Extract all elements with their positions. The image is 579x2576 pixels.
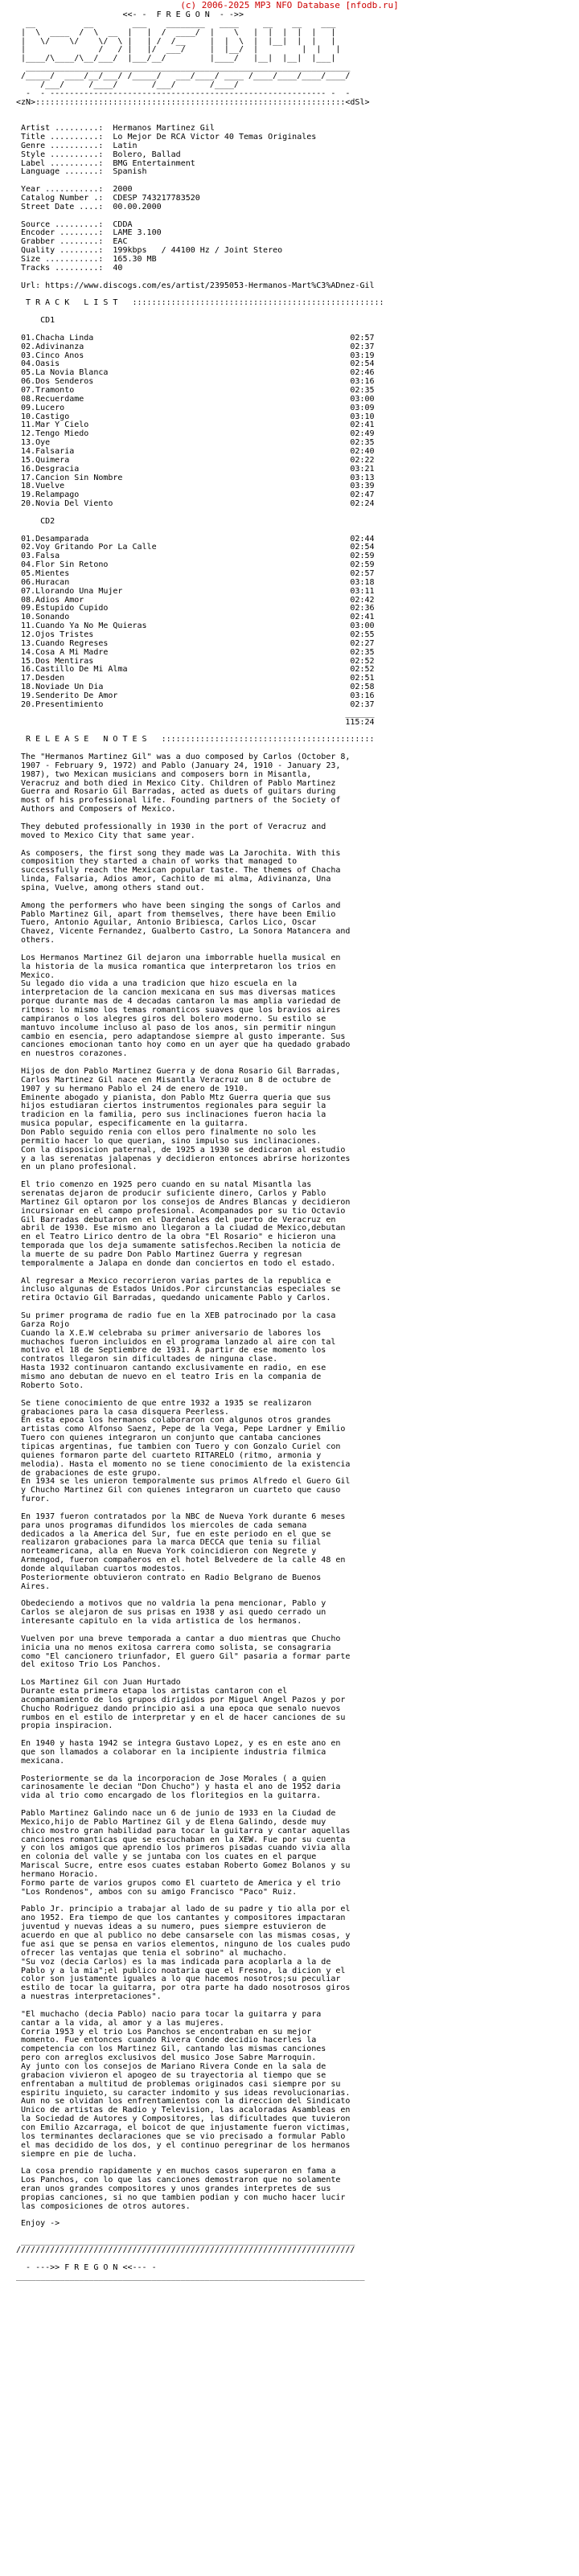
nfo-line: Size ...........: 165.30 MB: [16, 255, 157, 265]
nfo-line: [16, 212, 563, 221]
nfo-line: Language .......: Spanish: [16, 167, 147, 177]
nfo-line: Durante esta primera etapa los artistas cantaron con el: [16, 1687, 288, 1696]
nfo-line: tipicas argentinas, fue tambien con Tuero y con Gonzalo Curiel con: [16, 1442, 341, 1451]
nfo-line: 1907 - February 9, 1972) and Pablo (January 24, 1910 - January 23,: [16, 761, 341, 770]
nfo-line: _____________________________________________________________________: [16, 2237, 355, 2246]
nfo-line: Chucho Rodriguez dando principio asi a una epoca que senalo nuevos: [16, 1704, 341, 1713]
nfo-line: The "Hermanos Martinez Gil" was a duo composed by Carlos (October 8,: [16, 753, 351, 762]
nfo-line: 19.Relampago 02:47: [16, 490, 375, 500]
nfo-line: 12.Tengo Miedo 02:49: [16, 429, 375, 439]
nfo-line: most of his professional life. Founding partners of the Society of: [16, 796, 341, 806]
nfo-line: 06.Dos Senderos 03:16: [16, 377, 375, 387]
nfo-line: 15.Quimera 02:22: [16, 455, 375, 465]
nfo-line: norteamericana, alla en Nueva York coincidieron con Negrete y: [16, 1547, 317, 1557]
nfo-line: As composers, the first song they made was La Jarochita. With this: [16, 848, 341, 858]
nfo-line: momento. Fue entonces cuando Rivera Conde decidio hacerles la: [16, 2036, 317, 2045]
nfo-line: [16, 107, 563, 116]
nfo-line: Corria 1953 y el trio Los Panchos se encontraban en su mejor: [16, 2027, 312, 2037]
nfo-line: 04.Oasis 02:54: [16, 359, 375, 369]
nfo-line: Hijos de don Pablo Martinez Guerra y de dona Rosario Gil Barradas,: [16, 1066, 341, 1076]
nfo-line: 03.Falsa 02:59: [16, 552, 375, 561]
nfo-line: melodia). Hasta el momento no se tiene conocimiento de la existencia: [16, 1459, 351, 1469]
nfo-line: 1987), two Mexican musicians and composers born in Misantla,: [16, 769, 312, 779]
nfo-line: cambio en esencia, pero adaptandose siempre al gusto imperante. Sus: [16, 1032, 346, 1041]
nfo-line: 13.Oye 02:35: [16, 438, 375, 448]
nfo-line: y a las serenatas jalapenas y decidieron entonces abrirse horizontes: [16, 1154, 351, 1163]
nfo-line: <<- - F R E G O N - ->>: [16, 10, 244, 19]
nfo-line: Carlos se alejaron de sus prisas en 1938 y asi quedo cerrado un: [16, 1608, 326, 1618]
nfo-line: <zN>::::::::::::::::::::::::::::::::::::::::::::::::::::::::::::::::<dSl>: [16, 97, 370, 107]
nfo-line: Vuelven por una breve temporada a cantar a duo mientras que Chucho: [16, 1634, 341, 1643]
nfo-line: eran unos grandes compositores y unos grandes interpretes de sus: [16, 2184, 331, 2193]
nfo-line: 20.Presentimiento 02:37: [16, 699, 375, 709]
nfo-line: enfrentaban a multitud de problemas originados casi siempre por su: [16, 2079, 341, 2089]
nfo-line: 1907 y su hermano Pablo el 24 de enero de 1910.: [16, 1084, 248, 1093]
nfo-line: la Sociedad de Autores y Compositores, las dificultades que tuvieron: [16, 2115, 351, 2124]
nfo-line: 14.Cosa A Mi Madre 02:35: [16, 647, 375, 657]
nfo-line: linda, Falsaria, Adios amor, Cachito de mi alma, Adivinanza, Una: [16, 875, 331, 884]
nfo-line: Grabber ........: EAC: [16, 237, 128, 247]
nfo-line: la historia de la musica romantica que interpretaron los trios en: [16, 962, 336, 971]
nfo-line: las composiciones de otros autores.: [16, 2201, 191, 2211]
nfo-line: 17.Cancion Sin Nombre 03:13: [16, 473, 375, 482]
nfo-line: 10.Sonando 02:41: [16, 613, 375, 622]
nfo-line: Chavez, Vicente Fernandez, Gualberto Castro, La Sonora Matancera and: [16, 927, 351, 937]
nfo-line: ______: [16, 708, 375, 718]
nfo-line: En 1937 fueron contratados por la NBC de Nueva York durante 6 meses: [16, 1512, 346, 1521]
nfo-line: Ay junto con los consejos de Mariano Rivera Conde en la sala de: [16, 2061, 326, 2071]
nfo-line: Url: https://www.discogs.com/es/artist/2395053-Hermanos-Mart%C3%ADnez-Gil: [16, 281, 375, 290]
nfo-line: Mariscal Sucre, entre esos cuates estaban Roberto Gomez Bolanos y su: [16, 1861, 351, 1871]
nfo-line: Garza Rojo: [16, 1319, 70, 1329]
nfo-line: Armengod, fueron compañeros en el hotel Belvedere de la calle 48 en: [16, 1556, 346, 1565]
nfo-line: ano 1952. Era tiempo de que los cantantes y compositores impactaran: [16, 1914, 346, 1923]
nfo-line: tradicion en la familia, pero sus inclinaciones fueron hacia la: [16, 1110, 326, 1120]
nfo-line: incursionar en el campo profesional. Acompanados por su tio Octavio: [16, 1206, 346, 1216]
nfo-line: Su primer programa de radio fue en la XEB patrocinado por la casa: [16, 1311, 336, 1321]
nfo-line: /_____/ ____/__/___/ /_____/ ___/____/ ____ /____/____/____/____/: [16, 72, 351, 81]
nfo-line: [16, 841, 563, 850]
nfo-line: Source .........: CDDA: [16, 219, 133, 229]
nfo-line: Carlos Martinez Gil nace en Misantla Veracruz un 8 de octubre de: [16, 1075, 331, 1085]
nfo-line: Enjoy ->: [16, 2219, 60, 2229]
nfo-line: "Su voz (decia Carlos) es la mas indicada para acoplarla a la de: [16, 1957, 331, 1967]
nfo-line: spina, Vuelve, among others stand out.: [16, 883, 205, 892]
nfo-line: | \ ____ / \ __ | | / ____/ | \ | | | | | |: [16, 27, 336, 37]
nfo-line: Guerra and Rosario Gil Barradas, acted as duets of guitars during: [16, 787, 336, 797]
nfo-line: incluso algunas de Estados Unidos.Por circunstancias especiales se: [16, 1285, 341, 1294]
nfo-line: 09.Estupido Cupido 02:36: [16, 604, 375, 613]
nfo-line: Pablo y a la mia";el publico noataria que el Fresno, la dicion y el: [16, 1966, 346, 1975]
nfo-line: 18.Vuelve 03:39: [16, 482, 375, 491]
nfo-line: grabacion vivieron el apogeo de su trayectoria al tiempo que se: [16, 2070, 326, 2080]
nfo-line: grabaciones para la casa disquera Peerless.: [16, 1407, 229, 1417]
nfo-line: - - --------------------------------------------------------- - -: [16, 88, 351, 98]
nfo-line: espiritu inquieto, su caracter indomito y sus ideas revolucionarias.: [16, 2088, 351, 2098]
nfo-line: others.: [16, 936, 55, 945]
nfo-line: 07.Llorando Una Mujer 03:11: [16, 586, 375, 596]
nfo-line: retira Octavio Gil Barradas, quedando unicamente Pablo y Carlos.: [16, 1294, 331, 1303]
nfo-line: 08.Recuerdame 03:00: [16, 394, 375, 404]
nfo-line: fue asi que se pensa en varios elementos, ninguno de los cuales pudo: [16, 1939, 351, 1949]
nfo-line: 03.Cinco Anos 03:19: [16, 351, 375, 360]
nfo-line: |____/\____/\__/___/ |___/__/ |____/ |__| |__| |___|: [16, 54, 336, 64]
nfo-line: Martinez Gil optaron por los consejos de Andres Blancas y decidieron: [16, 1197, 351, 1207]
nfo-line: Obedeciendo a motivos que no valdria la pena mencionar, Pablo y: [16, 1599, 326, 1609]
nfo-line: 16.Desgracia 03:21: [16, 464, 375, 474]
nfo-line: 14.Falsaria 02:40: [16, 446, 375, 456]
nfo-line: dedicados a la America del Sur, fue en este periodo en el que se: [16, 1529, 331, 1539]
nfo-line: CD2: [16, 516, 55, 526]
nfo-line: mismo ano debutan de nuevo en el teatro Iris en la compania de: [16, 1372, 322, 1382]
nfo-line: canciones emocionan tanto hoy como en un ayer que ha quedado grabado: [16, 1040, 351, 1050]
nfo-line: Eminente abogado y pianista, don Pablo Mtz Guerra queria que sus: [16, 1093, 331, 1102]
nfo-line: contratos llegaron sin dificultades de ninguna clase.: [16, 1355, 278, 1364]
nfo-line: composition they started a chain of works that managed to: [16, 857, 298, 867]
nfo-line: 05.Mientes 02:57: [16, 569, 375, 578]
nfo-line: Los Martinez Gil con Juan Hurtado: [16, 1678, 181, 1688]
nfo-line: Formo parte de varios grupos como El cuarteto de America y el trio: [16, 1878, 341, 1888]
nfo-line: Tuero con quienes integraron un conjunto que cantaba canciones: [16, 1434, 322, 1443]
nfo-line: siempre en pie de lucha.: [16, 2149, 138, 2159]
nfo-line: campiranos o los alegres giros del bolero moderno. Su estilo se: [16, 1014, 326, 1023]
nfo-line: permitio hacer lo que querian, sino impulso sus inclinaciones.: [16, 1136, 322, 1146]
nfo-line: [16, 1766, 563, 1775]
nfo-line: los terminantes declaraciones que se vio precisado a formular Pablo: [16, 2131, 346, 2141]
nfo-line: Pablo Jr. principio a trabajar al lado de su padre y tio alla por el: [16, 1905, 351, 1914]
nfo-line: en colonia del valle y se juntaba con los cuates en el parque: [16, 1852, 317, 1862]
nfo-line: realizaron grabaciones para la marca DECCA que tenia su filial: [16, 1538, 322, 1548]
nfo-line: [16, 1391, 563, 1400]
nfo-line: abril de 1930. Ese mismo ano llegaron a la ciudad de Mexico,debutan: [16, 1224, 346, 1233]
nfo-line: 115:24: [16, 717, 375, 727]
nfo-line: porque durante mas de 4 decadas cantaron la mas amplia variedad de: [16, 997, 341, 1007]
nfo-line: que son llamados a colaborar en la incipiente industria filmica: [16, 1748, 326, 1758]
nfo-line: 19.Senderito De Amor 03:16: [16, 691, 375, 701]
nfo-line: Posteriormente se da la incorporacion de Jose Morales ( a quien: [16, 1774, 326, 1783]
nfo-line: Title ..........: Lo Mejor De RCA Victor 40 Temas Originales: [16, 133, 317, 142]
nfo-line: Tracks .........: 40: [16, 263, 123, 273]
nfo-line: temporada que los deja sumamente satisfechos.Reciben la noticia de: [16, 1241, 341, 1251]
nfo-line: - --->> F R E G O N <<--- -: [16, 2262, 166, 2272]
nfo-line: 15.Dos Mentiras 02:52: [16, 656, 375, 666]
nfo-line: como "El cancionero triunfador, El guero Gil" pasaria a formar parte: [16, 1651, 351, 1661]
nfo-line: mexicana.: [16, 1756, 65, 1766]
nfo-line: estilo de tocar la guitarra, por otra parte ha dado nosotrosos giros: [16, 1983, 351, 1993]
nfo-line: interesante capitulo en la vida artistica de los hermanos.: [16, 1617, 302, 1626]
nfo-line: Se tiene conocimiento de que entre 1932 a 1935 se realizaron: [16, 1398, 312, 1408]
nfo-line: mantuvo incolume incluso al paso de los anos, sin permitir ningun: [16, 1023, 336, 1032]
nfo-line: El trio comenzo en 1925 pero cuando en su natal Misantla las: [16, 1180, 312, 1190]
nfo-line: "Los Rondenos", ambos con su amigo Francisco "Paco" Ruiz.: [16, 1887, 298, 1897]
nfo-line: Los Hermanos Martinez Gil dejaron una imborrable huella musical en: [16, 953, 341, 962]
nfo-line: cantar a la vida, al amor y a las mujeres.: [16, 2018, 224, 2028]
nfo-line: [16, 2212, 563, 2221]
nfo-line: 06.Huracan 03:18: [16, 577, 375, 587]
nfo-line: 01.Desamparada 02:44: [16, 534, 375, 544]
nfo-line: Encoder ........: LAME 3.100: [16, 228, 162, 238]
nfo-line: interpretacion de la cancion mexicana en sus mas diversas matices: [16, 988, 336, 998]
nfo-line: 13.Cuando Regreses 02:27: [16, 638, 375, 648]
nfo-line: rumbos en el estilo de interpretar y en el de hacer canciones de su: [16, 1713, 346, 1722]
nfo-line: 12.Ojos Tristes 02:55: [16, 630, 375, 640]
nfo-line: a nuestras interpretaciones".: [16, 1992, 162, 2002]
nfo-line: [16, 273, 563, 282]
nfo-line: y con los amigos que aprendio los primeros pisadas cuando vivia alla: [16, 1844, 351, 1853]
nfo-line: juventud y nuevas ideas a su numero, pues siempre estuvieron de: [16, 1922, 326, 1932]
nfo-line: Pablo Martinez Gil, apart from themselves, there have been Emilio: [16, 909, 336, 919]
nfo-line: para unos programas difundidos los miercoles de cada semana: [16, 1520, 307, 1530]
nfo-line: Artist .........: Hermanos Martinez Gil: [16, 124, 215, 133]
nfo-line: They debuted professionally in 1930 in the port of Veracruz and: [16, 822, 326, 831]
nfo-line: successfully reach the Mexican popular taste. The themes of Chacha: [16, 866, 341, 876]
nfo-line: quienes formaron parte del cuarteto RITARELO (ritmo, armonia y: [16, 1450, 322, 1460]
nfo-line: Su legado dio vida a una tradicion que hizo escuela en la: [16, 979, 298, 989]
nfo-line: [16, 1269, 563, 1278]
nfo-line: En esta epoca los hermanos colaboraron con algunos otros grandes: [16, 1416, 331, 1425]
nfo-line: 05.La Novia Blanca 02:46: [16, 368, 375, 378]
nfo-line: Street Date ....: 00.00.2000: [16, 202, 162, 211]
nfo-line: artistas como Alfonso Saenz, Pepe de la Vega, Pepe Lardner y Emilio: [16, 1425, 346, 1434]
nfo-line: | \/ \/ \/ \ | | / /__ | | \ | |__| | | |: [16, 36, 336, 46]
nfo-line: donde alquilaban cuartos modestos.: [16, 1564, 186, 1573]
nfo-line: del exitoso Trio Los Panchos.: [16, 1660, 162, 1670]
nfo-line: Don Pablo seguido renia con ellos pero finalmente no solo les: [16, 1128, 317, 1137]
nfo-line: propias canciones, si no que tambien podian y con mucho hacer lucir: [16, 2192, 346, 2202]
nfo-line: acompanamiento de los grupos dirigidos por Miguel Angel Pazos y por: [16, 1695, 346, 1704]
nfo-line: furor.: [16, 1495, 51, 1504]
nfo-line: la muerte de su padre Don Pablo Martinez Guerra y regresan: [16, 1250, 302, 1260]
nfo-line: Mexico.: [16, 970, 55, 980]
nfo-line: con Emilio Azcarraga, el boicot de que injustamente fueron victimas,: [16, 2123, 351, 2132]
nfo-line: Quality ........: 199kbps / 44100 Hz / Joint Stereo: [16, 246, 283, 256]
nfo-line: moved to Mexico City that same year.: [16, 831, 195, 840]
nfo-line: 11.Cuando Ya No Me Quieras 03:00: [16, 621, 375, 631]
nfo-line: 08.Adios Amor 02:42: [16, 595, 375, 605]
nfo-line: chico mostro gran habilidad para tocar la guitarra y cantar aquellas: [16, 1826, 351, 1836]
nfo-line: T R A C K L I S T ::::::::::::::::::::::::::::::::::::::::::::::::::::: [16, 298, 384, 308]
nfo-line: Pablo Martinez Galindo nace un 6 de junio de 1933 en la Ciudad de: [16, 1809, 336, 1819]
nfo-line: 09.Lucero 03:09: [16, 403, 375, 412]
nfo-viewer: [16, 0, 563, 2576]
nfo-line: "El muchacho (decia Pablo) nacio para tocar la guitarra y para: [16, 2009, 322, 2019]
nfo-text: [16, 11, 563, 2281]
nfo-line: 04.Flor Sin Retono 02:59: [16, 560, 375, 570]
nfo-line: 01.Chacha Linda 02:57: [16, 333, 375, 343]
nfo-line: Hasta 1932 continuaron cantando exclusivamente en radio, en ese: [16, 1364, 326, 1373]
nfo-line: canciones romanticas que se escuchaban en la XEW. Fue por su cuenta: [16, 1835, 346, 1844]
nfo-line: R E L E A S E N O T E S ::::::::::::::::::::::::::::::::::::::::::::: [16, 735, 375, 744]
nfo-line: hermano Horacio.: [16, 1870, 99, 1880]
nfo-line: Year ...........: 2000: [16, 185, 133, 195]
nfo-line: [16, 527, 563, 535]
nfo-line: [16, 308, 563, 317]
nfo-line: Unico de artistas de Radio y Television, las acaloradas Asambleas en: [16, 2106, 351, 2115]
nfo-line: en nuestros corazones.: [16, 1049, 128, 1059]
nfo-line: En 1934 se les unieron temporalmente sus primos Alfredo el Guero Gil: [16, 1477, 351, 1487]
nfo-line: 07.Tramonto 02:35: [16, 385, 375, 395]
nfo-line: propia inspiracion.: [16, 1721, 113, 1731]
nfo-line: Style ..........: Bolero, Ballad: [16, 150, 181, 159]
nfo-line: ___________________________________________________________________: [16, 63, 351, 72]
copyright-banner: (c) 2006-2025 MP3 NFO Database [nfodb.ru]: [180, 0, 399, 10]
nfo-line: Cuando la X.E.W celebraba su primer aniversario de labores los: [16, 1328, 322, 1338]
nfo-line: CD1: [16, 316, 55, 326]
nfo-line: Gil Barradas debutaron en el Dardenales del puerto de Veracruz en: [16, 1215, 336, 1224]
nfo-line: musica popular, especificamente en la guitarra.: [16, 1119, 248, 1129]
nfo-line: | / / | |/ ___/ | |__/ | | | |: [16, 45, 341, 55]
nfo-line: En 1940 y hasta 1942 se integra Gustavo Lopez, y es en este ano en: [16, 1739, 341, 1749]
nfo-line: Roberto Soto.: [16, 1380, 84, 1390]
nfo-line: competencia con los Martinez Gil, cantando las mismas canciones: [16, 2045, 326, 2054]
nfo-line: 17.Desden 02:51: [16, 674, 375, 683]
nfo-line: Among the performers who have been singing the songs of Carlos and: [16, 900, 341, 910]
nfo-line: en el Teatro Lirico dentro de la obra "El Rosario" e hicieron una: [16, 1233, 336, 1242]
nfo-line: 20.Novia Del Viento 02:24: [16, 499, 375, 509]
nfo-line: Label ..........: BMG Entertainment: [16, 158, 195, 168]
nfo-line: 11.Mar Y Cielo 02:41: [16, 420, 375, 430]
nfo-line: temporalmente a Jalapa en donde dan conciertos en todo el estado.: [16, 1258, 336, 1268]
nfo-line: 10.Castigo 03:10: [16, 412, 375, 421]
nfo-line: Authors and Composers of Mexico.: [16, 805, 176, 814]
nfo-line: el mas decidido de los dos, y el continuo peregrinar de los hermanos: [16, 2140, 351, 2150]
nfo-line: y Chucho Martinez Gil con quienes integraron un cuarteto que causo: [16, 1486, 341, 1495]
nfo-line: Con la disposicion paternal, de 1925 a 1930 se dedicaron al estudio: [16, 1145, 346, 1155]
nfo-line: ________________________________________________________________________: [16, 2271, 365, 2281]
nfo-line: 02.Adivinanza 02:37: [16, 342, 375, 351]
nfo-line: muchachos fueron incluidos en el programa lanzado al aire con tal: [16, 1337, 336, 1347]
nfo-line: Al regresar a Mexico recorrieron varias partes de la republica e: [16, 1276, 331, 1286]
nfo-line: inicia una no menos exitosa carrera como solista, se consagraria: [16, 1643, 331, 1652]
nfo-line: Aires.: [16, 1581, 51, 1591]
nfo-line: ritmos: lo mismo los temas romanticos suaves que los bravios aires: [16, 1005, 341, 1015]
nfo-line: Veracruz and both died in Mexico City. Children of Pablo Martinez: [16, 778, 336, 788]
nfo-line: vida al trio como encargado de los floritegios en la guitarra.: [16, 1791, 322, 1801]
nfo-line: 16.Castillo De Mi Alma 02:52: [16, 665, 375, 675]
nfo-line: Genre ..........: Latin: [16, 141, 138, 150]
nfo-line: ofrecer las ventajas que tenia el sobrino" al muchacho.: [16, 1948, 288, 1958]
nfo-line: en un plano profesional.: [16, 1163, 138, 1172]
nfo-line: color son justamente iguales a lo que hacemos nosotros;su peculiar: [16, 1975, 341, 1984]
nfo-line: serenatas dejaron de producir suficiente dinero, Carlos y Pablo: [16, 1189, 326, 1199]
nfo-line: Los Panchos, con lo que las canciones demostraron que no solamente: [16, 2176, 341, 2185]
nfo-line: //////////////////////////////////////////////////////////////////////: [16, 2246, 355, 2254]
nfo-line: pero con arreglos exclusivos del musico Jose Sabre Marroquin.: [16, 2053, 317, 2063]
nfo-line: motivo el 18 de Septiembre de 1931. A partir de ese momento los: [16, 1346, 326, 1356]
nfo-line: carinosamente le decian "Don Chucho") y hasta el ano de 1952 daria: [16, 1782, 341, 1792]
nfo-line: Posteriormente obtuvieron contrato en Radio Belgrano de Buenos: [16, 1573, 322, 1582]
nfo-line: [16, 509, 563, 518]
nfo-line: 02.Voy Gritando Por La Calle 02:54: [16, 543, 375, 552]
nfo-line: La cosa prendio rapidamente y en muchos casos superaron en fama a: [16, 2167, 336, 2176]
nfo-line: hijos estudiaran ciertos instrumentos regionales para seguir la: [16, 1101, 326, 1111]
nfo-line: Aun no se olvidan los enfrentamientos con la direccion del Sindicato: [16, 2097, 351, 2106]
nfo-line: /___/ /____/ /___/ /____/: [16, 80, 346, 89]
nfo-line: __ __ ___ ________ ____ __ __ ___: [16, 18, 336, 28]
nfo-line: Catalog Number .: CDESP 743217783520: [16, 194, 200, 203]
nfo-line: acuerdo en que al publico no debe cansarsele con las mismas cosas, y: [16, 1931, 351, 1941]
nfo-line: de grabaciones de este grupo.: [16, 1468, 162, 1478]
nfo-line: 18.Noviade Un Dia 02:58: [16, 683, 375, 692]
nfo-line: Mexico,hijo de Pablo Martinez Gil y de Elena Galindo, desde muy: [16, 1817, 326, 1827]
nfo-line: Tuero, Antonio Aguilar, Antonio Bribiesca, Carlos Lico, Oscar: [16, 918, 317, 928]
